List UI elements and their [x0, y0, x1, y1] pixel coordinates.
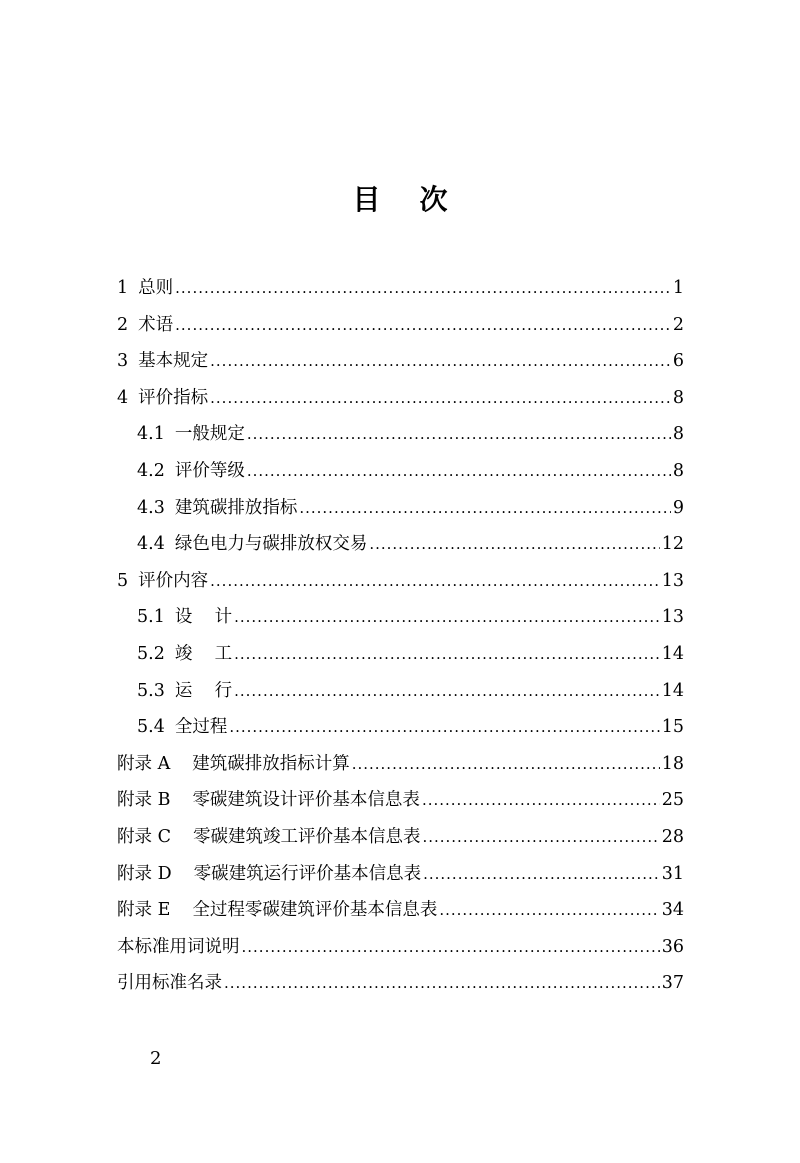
toc-entry-number: 4	[117, 387, 129, 408]
page-number: 2	[150, 1048, 162, 1069]
toc-entry[interactable]	[117, 347, 684, 384]
toc-entry-label: 全过程	[174, 717, 228, 738]
toc-entry-number: 附录 B	[117, 790, 171, 811]
toc-entry-number: 附录 E	[117, 900, 171, 921]
toc-entry[interactable]	[117, 603, 684, 640]
toc-dot-leader	[175, 316, 671, 334]
toc-entry[interactable]	[117, 640, 684, 677]
toc-entry-number: 3	[117, 351, 129, 372]
toc-dot-leader	[422, 791, 660, 809]
toc-entry-label: 本标准用词说明	[117, 936, 240, 957]
toc-dot-leader	[224, 974, 660, 992]
toc-entry-page: 36	[661, 936, 684, 957]
toc-entry-page: 13	[661, 607, 684, 628]
table-of-contents	[117, 274, 684, 1006]
toc-entry[interactable]	[117, 384, 684, 421]
toc-entry-label: 绿色电力与碳排放权交易	[174, 534, 368, 555]
toc-entry[interactable]	[117, 823, 684, 860]
toc-dot-leader	[352, 755, 660, 773]
toc-dot-leader	[439, 901, 659, 919]
toc-entry-page: 18	[661, 753, 684, 774]
toc-entry-label: 基本规定	[138, 351, 209, 372]
toc-entry-page: 8	[672, 424, 684, 445]
toc-dot-leader	[247, 425, 671, 443]
toc-entry[interactable]	[117, 567, 684, 604]
toc-dot-leader	[234, 608, 660, 626]
toc-entry-page: 6	[672, 351, 684, 372]
toc-entry-label: 竣 工	[174, 643, 233, 664]
toc-dot-leader	[210, 352, 671, 370]
toc-entry-page: 2	[672, 314, 684, 335]
toc-entry-page: 1	[672, 278, 684, 298]
toc-entry-number: 5	[117, 570, 129, 591]
toc-entry[interactable]	[117, 274, 684, 311]
toc-entry-page: 15	[661, 717, 684, 738]
toc-entry[interactable]	[117, 530, 684, 567]
toc-entry-number: 4.3	[137, 497, 165, 518]
toc-dot-leader	[210, 389, 671, 407]
toc-entry-number: 2	[117, 314, 129, 335]
toc-entry[interactable]	[117, 677, 684, 714]
toc-entry-page: 8	[672, 387, 684, 408]
toc-entry-number: 5.2	[137, 643, 165, 664]
toc-entry-label: 零碳建筑设计评价基本信息表	[192, 790, 420, 811]
toc-entry-label: 全过程零碳建筑评价基本信息表	[192, 900, 438, 921]
toc-entry-label: 建筑碳排放指标	[174, 497, 298, 518]
toc-dot-leader	[422, 828, 659, 846]
toc-entry-number: 1	[117, 278, 129, 298]
toc-entry-label: 运 行	[174, 680, 233, 701]
toc-entry-number: 附录 A	[117, 753, 171, 774]
toc-entry-page: 8	[672, 460, 684, 481]
toc-entry-page: 14	[661, 643, 684, 664]
toc-entry-number: 5.1	[137, 607, 165, 628]
toc-entry-label: 术语	[138, 314, 174, 335]
toc-entry-number: 附录 C	[117, 826, 171, 847]
toc-dot-leader	[175, 279, 671, 297]
toc-entry-number: 4.2	[137, 460, 165, 481]
toc-entry-page: 34	[661, 900, 684, 921]
toc-entry-page: 12	[661, 534, 684, 555]
toc-entry-page: 25	[661, 790, 684, 811]
toc-entry-number: 5.3	[137, 680, 165, 701]
toc-entry-label: 评价等级	[174, 460, 245, 481]
toc-entry-label: 零碳建筑竣工评价基本信息表	[192, 826, 421, 847]
page-title: 目 次	[352, 183, 448, 216]
toc-entry-label: 评价指标	[138, 387, 209, 408]
toc-entry[interactable]	[117, 494, 684, 531]
toc-entry-number: 5.4	[137, 717, 165, 738]
toc-entry-label: 引用标准名录	[117, 973, 222, 994]
toc-entry-page: 14	[661, 680, 684, 701]
toc-dot-leader	[210, 572, 660, 590]
toc-dot-leader	[369, 535, 659, 553]
toc-entry[interactable]	[117, 933, 684, 970]
toc-dot-leader	[423, 865, 660, 883]
toc-entry[interactable]	[117, 750, 684, 787]
toc-entry[interactable]	[117, 457, 684, 494]
toc-entry-page: 13	[661, 570, 684, 591]
toc-entry[interactable]	[117, 786, 684, 823]
toc-dot-leader	[247, 462, 671, 480]
toc-entry-number: 附录 D	[117, 863, 172, 884]
toc-entry-page: 37	[661, 973, 684, 994]
toc-entry-number: 4.1	[137, 424, 165, 445]
toc-dot-leader	[234, 645, 660, 663]
toc-dot-leader	[299, 499, 671, 517]
toc-entry-label: 总则	[138, 278, 174, 298]
toc-entry[interactable]	[117, 860, 684, 897]
toc-entry[interactable]	[117, 713, 684, 750]
toc-dot-leader	[242, 938, 660, 956]
toc-entry-page: 31	[661, 863, 684, 884]
toc-entry-label: 一般规定	[174, 424, 245, 445]
toc-entry[interactable]	[117, 969, 684, 1006]
toc-entry-page: 28	[661, 826, 684, 847]
toc-entry[interactable]	[117, 420, 684, 457]
toc-entry-label: 评价内容	[138, 570, 209, 591]
toc-entry-label: 建筑碳排放指标计算	[192, 753, 350, 774]
toc-entry-label: 零碳建筑运行评价基本信息表	[193, 863, 422, 884]
toc-entry-page: 9	[672, 497, 684, 518]
toc-entry-number: 4.4	[137, 534, 165, 555]
toc-entry[interactable]	[117, 896, 684, 933]
toc-dot-leader	[234, 682, 660, 700]
toc-entry[interactable]	[117, 311, 684, 348]
toc-dot-leader	[229, 718, 659, 736]
toc-entry-label: 设 计	[174, 607, 233, 628]
